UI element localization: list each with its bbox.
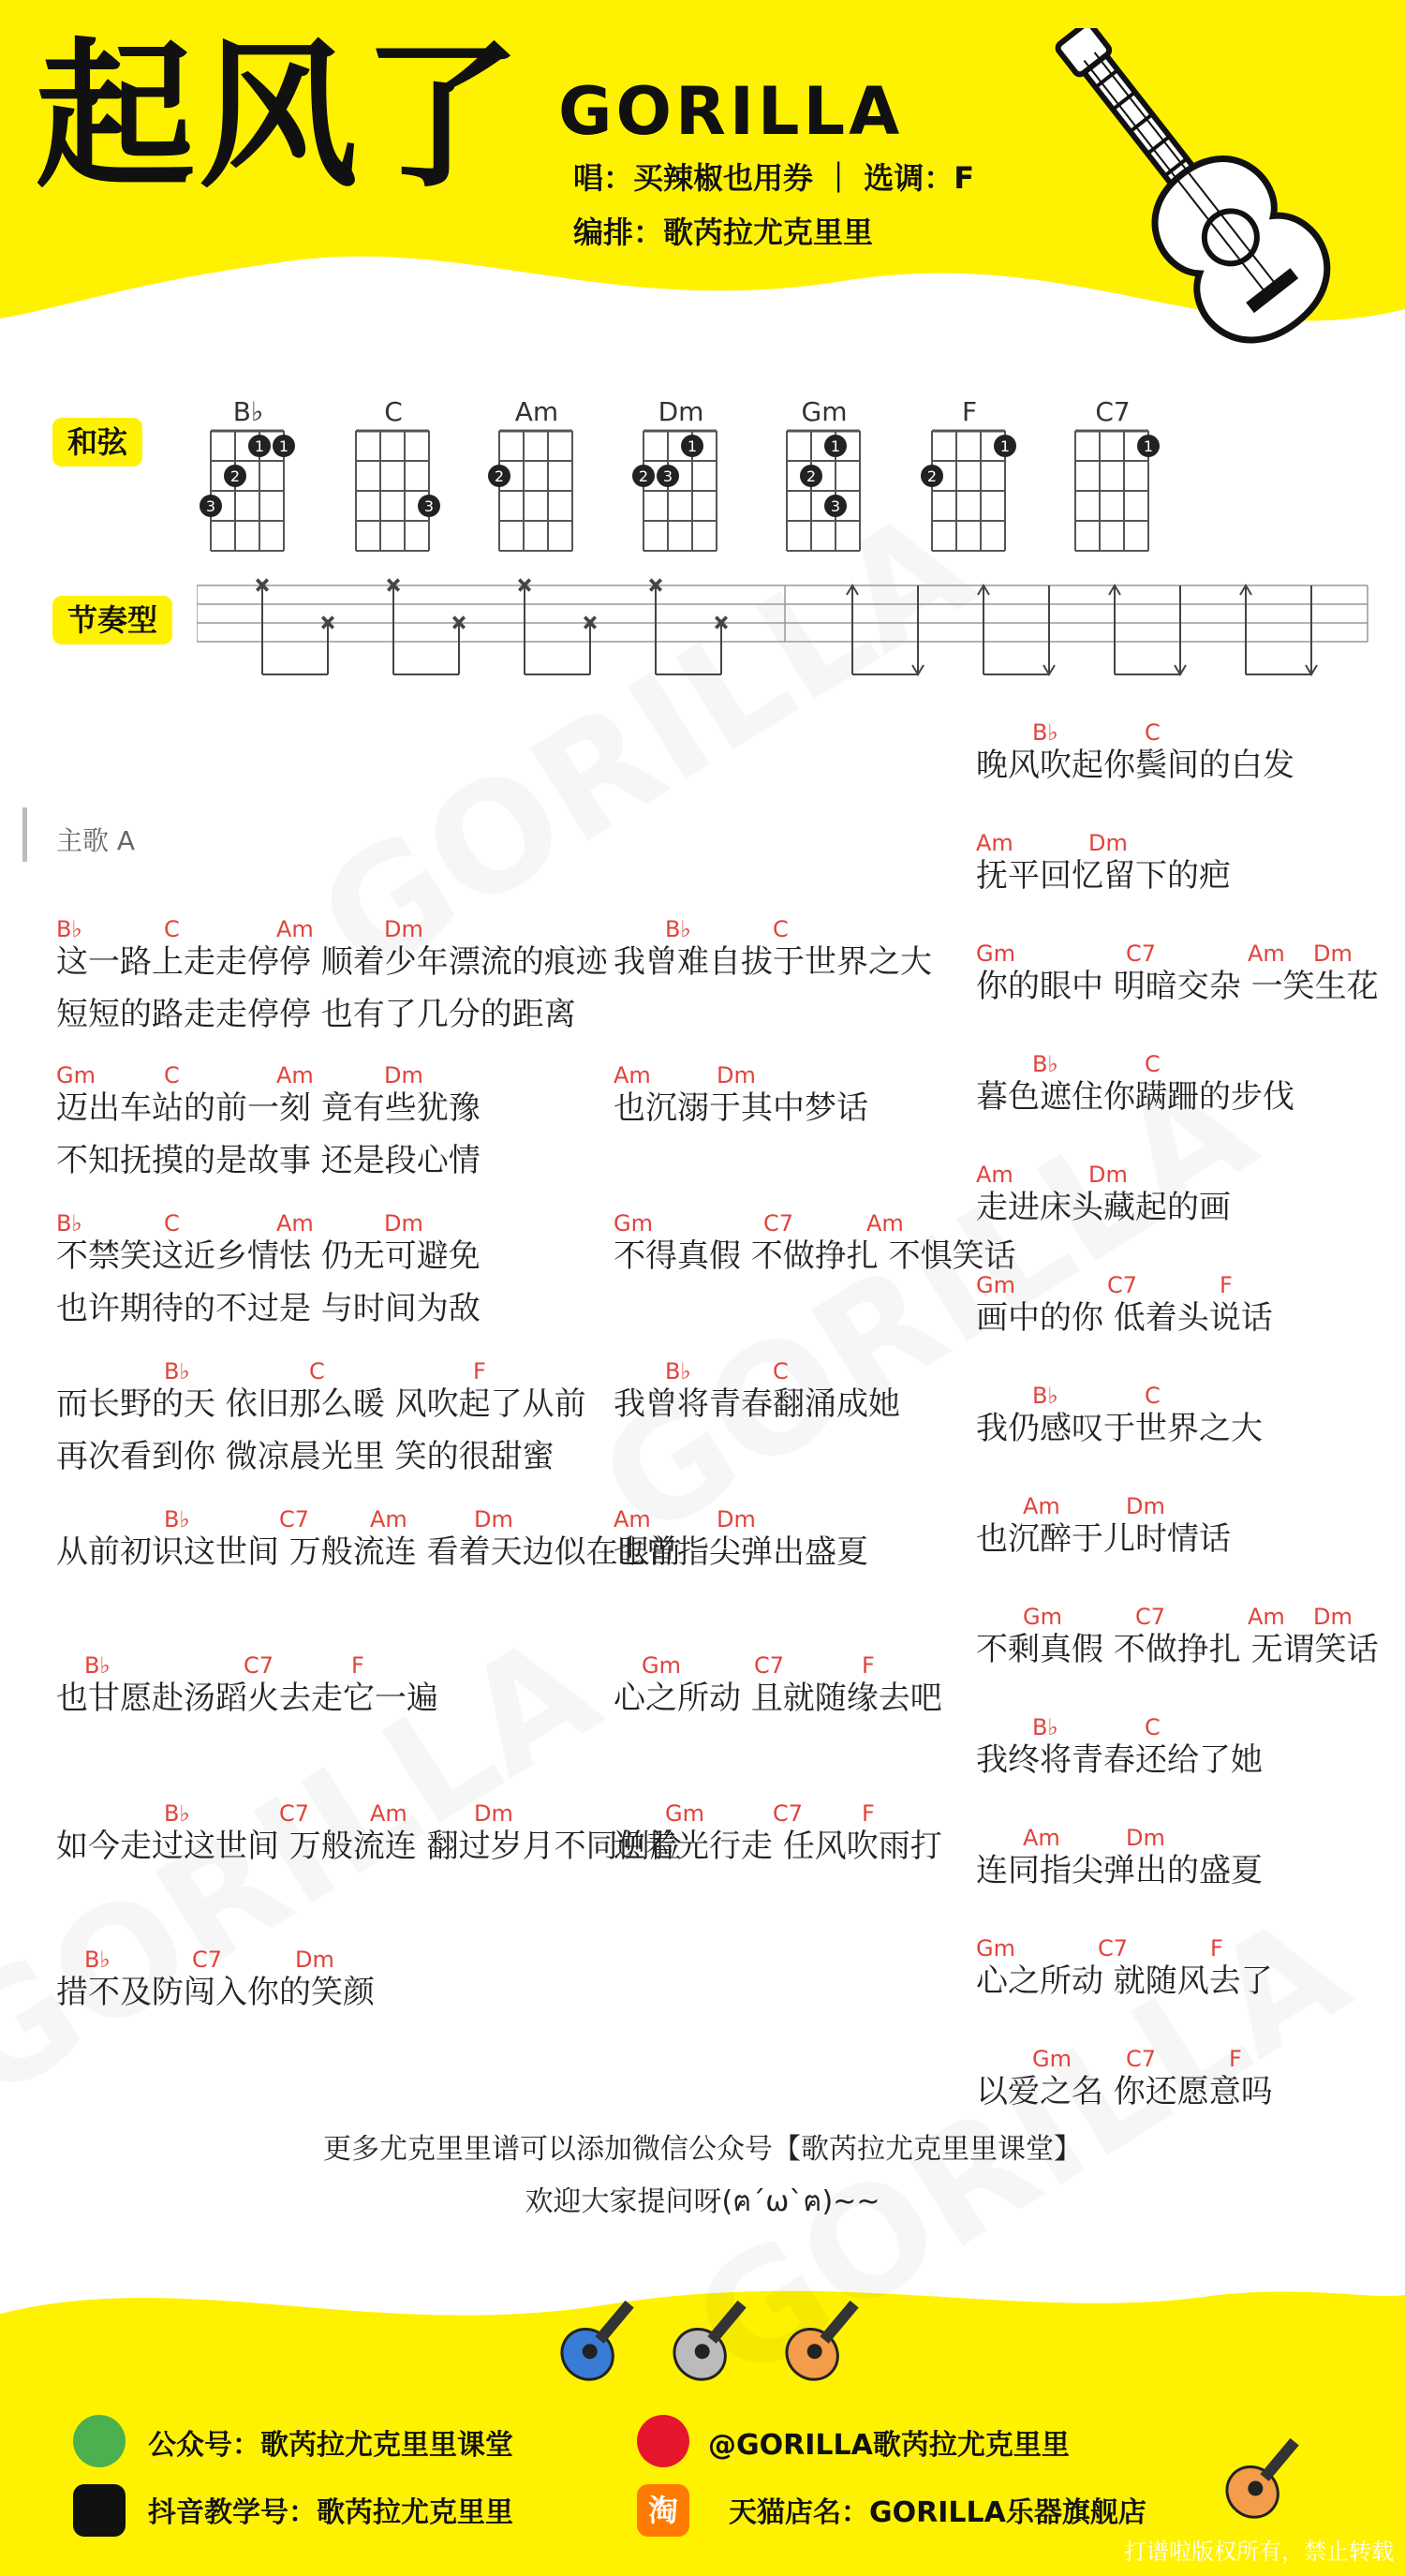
lyric-line: 不得真假 不做挣扎 不惧笑话 — [614, 1237, 1016, 1275]
lyric-line: 迈出车站的前一刻 竟有些犹豫 — [56, 1089, 481, 1127]
chord-marker: Dm — [1088, 830, 1128, 856]
chord-marker: Dm — [384, 916, 423, 942]
chord-diagram — [1061, 422, 1164, 553]
chord-marker: Am — [614, 1506, 651, 1532]
chord-marker: C7 — [754, 1652, 785, 1679]
svg-text:1: 1 — [999, 437, 1011, 455]
svg-text:×: × — [451, 611, 467, 633]
douyin-account: 抖音教学号：歌芮拉尤克里里 — [148, 2496, 513, 2529]
lyric-line: 不剩真假 不做挣扎 无谓笑话 — [976, 1631, 1379, 1668]
svg-text:1: 1 — [830, 437, 841, 455]
chord-marker: C7 — [1126, 2046, 1157, 2072]
chord-marker: C — [773, 916, 789, 942]
chord-marker: C7 — [1098, 1935, 1129, 1962]
svg-text:1: 1 — [1143, 437, 1154, 455]
weibo-account: @GORILLA歌芮拉尤克里里 — [708, 2429, 1070, 2462]
lyric-line: 我终将青春还给了她 — [976, 1741, 1263, 1779]
chord-marker: Dm — [384, 1062, 423, 1088]
lyric-line: 如今走过这世间 万般流连 翻过岁月不同侧脸 — [56, 1828, 682, 1865]
lyric-line: 走进床头藏起的画 — [976, 1189, 1231, 1226]
chord-marker: B♭ — [84, 1947, 111, 1973]
lyric-line: 这一路上走走停停 顺着少年漂流的痕迹 — [56, 943, 608, 981]
chord-marker: Am — [976, 830, 1013, 856]
svg-text:3: 3 — [205, 497, 216, 515]
chord-name: Gm — [801, 396, 848, 427]
svg-text:3: 3 — [830, 497, 841, 515]
chord-diagram — [773, 422, 876, 553]
chord-marker: B♭ — [164, 1358, 190, 1384]
chord-marker: C — [164, 1210, 180, 1236]
chord-marker: Gm — [1023, 1604, 1062, 1630]
chord-marker: C7 — [244, 1652, 274, 1679]
chord-marker: C — [1145, 1383, 1161, 1409]
chord-diagram — [629, 422, 732, 553]
chord-marker: B♭ — [1032, 1714, 1058, 1740]
chord-marker: C — [1145, 719, 1161, 746]
chord-marker: C7 — [1107, 1272, 1138, 1298]
chord-marker: B♭ — [164, 1800, 190, 1827]
svg-text:2: 2 — [494, 467, 505, 485]
tmall-store: 天猫店名：GORILLA乐器旗舰店 — [729, 2496, 1146, 2529]
svg-text:×: × — [516, 573, 533, 596]
chord-marker: C7 — [279, 1506, 310, 1532]
wechat-account: 公众号：歌芮拉尤克里里课堂 — [148, 2429, 513, 2462]
chord-marker: Am — [976, 1162, 1013, 1188]
chord-marker: Gm — [976, 1935, 1015, 1962]
svg-text:×: × — [713, 611, 730, 633]
svg-text:2: 2 — [229, 467, 241, 485]
svg-text:2: 2 — [926, 467, 938, 485]
lyric-line: 我曾将青春翻涌成她 — [614, 1385, 900, 1423]
lyric-line: 逆着光行走 任风吹雨打 — [614, 1828, 942, 1865]
chord-marker: Dm — [1126, 1825, 1165, 1851]
chord-name: B♭ — [232, 396, 264, 427]
chord-marker: Am — [370, 1800, 407, 1827]
lyric-line: 晚风吹起你鬓间的白发 — [976, 747, 1294, 784]
chord-marker: F — [862, 1800, 875, 1827]
chord-marker: Am — [276, 1062, 314, 1088]
chord-marker: Am — [276, 1210, 314, 1236]
lyric-line: 抚平回忆留下的疤 — [976, 857, 1231, 895]
lyric-line: 也甘愿赴汤蹈火去走它一遍 — [56, 1680, 438, 1717]
chord-marker: C7 — [192, 1947, 223, 1973]
lyric-line: 从前初识这世间 万般流连 看着天边似在眼前 — [56, 1533, 682, 1571]
arranger-line: 编排：歌芮拉尤克里里 — [573, 215, 874, 250]
chord-marker: C7 — [773, 1800, 804, 1827]
chord-marker: B♭ — [56, 1210, 82, 1236]
brand-logo: GORILLA — [558, 73, 904, 150]
chord-marker: Gm — [1032, 2046, 1072, 2072]
svg-text:×: × — [385, 573, 402, 596]
taobao-icon: 淘 — [637, 2484, 689, 2537]
lyric-line: 我曾难自拔于世界之大 — [614, 943, 932, 981]
lyric-line: 心之所动 就随风去了 — [976, 1962, 1273, 2000]
chord-marker: C7 — [1126, 940, 1157, 967]
chord-diagram — [342, 422, 445, 553]
chord-marker: Am — [866, 1210, 904, 1236]
lyric-line: 措不及防闯入你的笑颜 — [56, 1974, 375, 2011]
chord-marker: F — [473, 1358, 486, 1384]
chord-marker: B♭ — [56, 916, 82, 942]
chord-marker: C — [164, 1062, 180, 1088]
chord-marker: Dm — [474, 1506, 513, 1532]
lyric-line: 也沉溺于其中梦话 — [614, 1089, 868, 1127]
chord-marker: B♭ — [1032, 1383, 1058, 1409]
song-title: 起风了 — [36, 24, 525, 210]
lyric-line: 暮色遮住你蹒跚的步伐 — [976, 1078, 1294, 1116]
svg-text:×: × — [647, 573, 664, 596]
chord-marker: C — [309, 1358, 325, 1384]
chord-marker: Gm — [614, 1210, 653, 1236]
ukulele-icons — [525, 2284, 899, 2387]
chord-marker: Gm — [56, 1062, 96, 1088]
svg-text:2: 2 — [638, 467, 649, 485]
chord-marker: B♭ — [665, 916, 691, 942]
chord-marker: F — [351, 1652, 364, 1679]
weibo-icon — [637, 2415, 689, 2467]
lyric-line: 不禁笑这近乡情怯 仍无可避免 — [56, 1237, 481, 1275]
chord-marker: B♭ — [1032, 1051, 1058, 1077]
chord-marker: Dm — [1313, 940, 1353, 967]
svg-text:2: 2 — [806, 467, 817, 485]
svg-text:×: × — [582, 611, 599, 633]
footer-line-2: 欢迎大家提问呀(ฅ´ω`ฅ)~~ — [525, 2185, 880, 2218]
chord-marker: Gm — [665, 1800, 704, 1827]
chord-marker: C7 — [763, 1210, 794, 1236]
lyric-line: 连同指尖弹出的盛夏 — [976, 1852, 1263, 1889]
chord-name: Am — [514, 396, 559, 427]
chord-marker: Dm — [474, 1800, 513, 1827]
lyric-line: 你的眼中 明暗交杂 一笑生花 — [976, 968, 1379, 1005]
lyric-line: 我仍感叹于世界之大 — [976, 1410, 1263, 1447]
chord-diagram — [485, 422, 588, 553]
svg-text:3: 3 — [423, 497, 435, 515]
lyric-line: 而长野的天 依旧那么暖 风吹起了从前 — [56, 1385, 586, 1423]
chord-marker: C — [773, 1358, 789, 1384]
lyric-line: 不知抚摸的是故事 还是段心情 — [56, 1142, 481, 1179]
chord-marker: Am — [370, 1506, 407, 1532]
chord-marker: F — [1229, 2046, 1242, 2072]
wechat-icon — [73, 2415, 126, 2467]
lyric-line: 以爱之名 你还愿意吗 — [976, 2073, 1273, 2110]
lyric-line: 也曾指尖弹出盛夏 — [614, 1533, 868, 1571]
rhythm-pattern — [197, 571, 1377, 693]
chord-diagram — [918, 422, 1021, 553]
lyric-line: 也许期待的不过是 与时间为敌 — [56, 1290, 481, 1327]
svg-text:1: 1 — [254, 437, 265, 455]
svg-text:1: 1 — [278, 437, 289, 455]
chord-marker: Gm — [976, 940, 1015, 967]
chord-marker: C7 — [279, 1800, 310, 1827]
chord-marker: Dm — [717, 1062, 756, 1088]
section-bar — [22, 807, 27, 862]
chord-marker: B♭ — [84, 1652, 111, 1679]
lyric-line: 心之所动 且就随缘去吧 — [614, 1680, 942, 1717]
ukulele-corner-icon — [1208, 2426, 1321, 2529]
chord-marker: Am — [1248, 1604, 1285, 1630]
chord-marker: Am — [1023, 1493, 1060, 1519]
chord-name: F — [961, 396, 978, 427]
chord-marker: Dm — [717, 1506, 756, 1532]
section-label: 主歌 A — [56, 825, 136, 856]
chord-diagram — [197, 422, 300, 553]
chord-marker: Am — [1248, 940, 1285, 967]
copyright-notice: 打谱啦版权所有，禁止转载 — [1124, 2539, 1394, 2565]
lyric-line: 也沉醉于儿时情话 — [976, 1520, 1231, 1558]
chord-name: C — [384, 396, 403, 427]
chord-marker: C — [164, 916, 180, 942]
chord-marker: C — [1145, 1051, 1161, 1077]
svg-text:1: 1 — [687, 437, 698, 455]
chord-marker: Dm — [295, 1947, 334, 1973]
chords-label: 和弦 — [52, 418, 142, 466]
chord-marker: Am — [614, 1062, 651, 1088]
rhythm-label: 节奏型 — [52, 596, 172, 644]
chord-marker: F — [1220, 1272, 1233, 1298]
lyric-line: 短短的路走走停停 也有了几分的距离 — [56, 996, 576, 1033]
lyric-line: 再次看到你 微凉晨光里 笑的很甜蜜 — [56, 1438, 555, 1475]
chord-marker: Dm — [384, 1210, 423, 1236]
chord-marker: Dm — [1126, 1493, 1165, 1519]
chord-name: Dm — [658, 396, 704, 427]
chord-marker: Dm — [1313, 1604, 1353, 1630]
lyric-line: 画中的你 低着头说话 — [976, 1299, 1273, 1337]
chord-marker: B♭ — [164, 1506, 190, 1532]
singer-key-line: 唱：买辣椒也用券 ｜ 选调：F — [573, 160, 975, 196]
chord-marker: Dm — [1088, 1162, 1128, 1188]
chord-marker: B♭ — [665, 1358, 691, 1384]
ukulele-illustration — [1021, 28, 1377, 365]
douyin-icon — [73, 2484, 126, 2537]
chord-marker: Gm — [642, 1652, 681, 1679]
svg-text:×: × — [319, 611, 336, 633]
footer-line-1: 更多尤克里里谱可以添加微信公众号【歌芮拉尤克里里课堂】 — [323, 2133, 1082, 2166]
svg-text:3: 3 — [662, 467, 673, 485]
svg-text:×: × — [254, 573, 271, 596]
chord-marker: B♭ — [1032, 719, 1058, 746]
chord-marker: F — [1210, 1935, 1223, 1962]
chord-name: C7 — [1095, 396, 1131, 427]
chord-marker: Gm — [976, 1272, 1015, 1298]
chord-marker: C7 — [1135, 1604, 1166, 1630]
chord-marker: Am — [1023, 1825, 1060, 1851]
chord-marker: F — [862, 1652, 875, 1679]
chord-marker: Am — [276, 916, 314, 942]
chord-marker: C — [1145, 1714, 1161, 1740]
